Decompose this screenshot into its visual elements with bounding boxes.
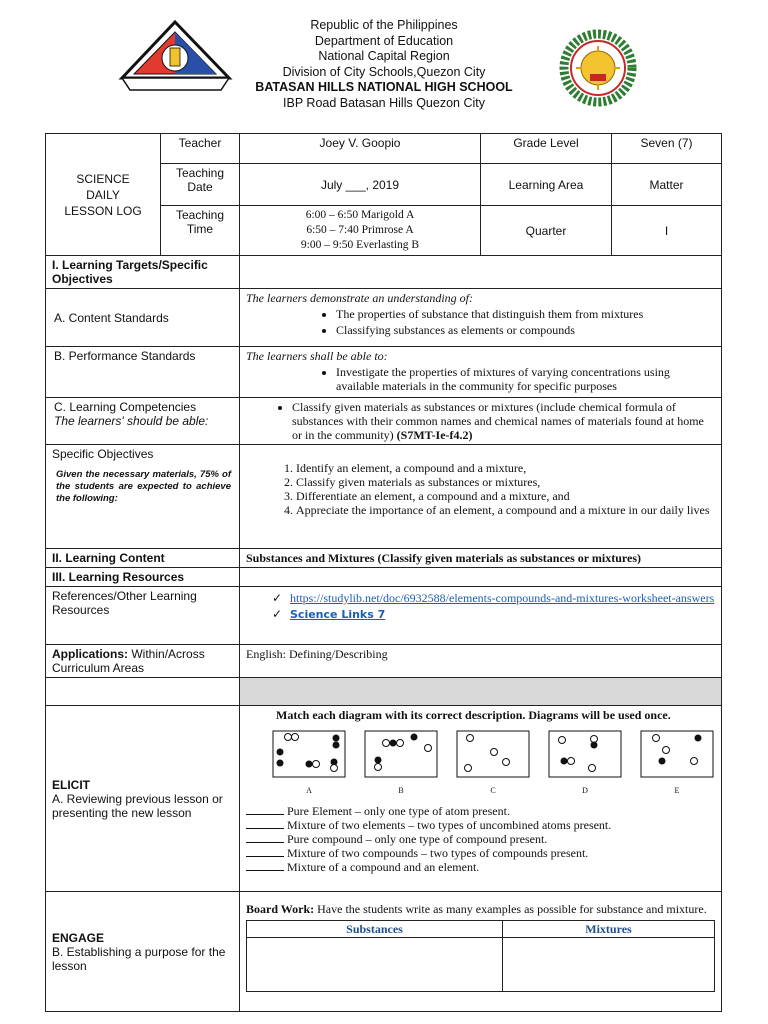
applications-label-rest: Within/Across Curriculum Areas: [52, 647, 205, 675]
specific-objectives-cell: [46, 445, 240, 549]
list-item: 4. Appreciate the importance of an element, a compound and a mixture in our daily lives: [296, 503, 715, 517]
grade-level-label: Grade Level: [481, 134, 612, 164]
time-slot: 9:00 – 9:50 Everlasting B: [300, 239, 420, 251]
time-slot: 6:50 – 7:40 Primrose A: [306, 224, 414, 236]
board-work-label: Board Work:: [246, 902, 315, 916]
diagram-label: C: [490, 786, 496, 795]
learning-resources-blank: [240, 568, 722, 587]
studylib-link[interactable]: https://studylib.net/doc/6932588/elements-compounds-and-mixtures-worksheet-answers: [290, 591, 715, 605]
specific-objectives-note: Given the necessary materials, 75% of the students are expected to achieve the following:: [56, 469, 231, 504]
learning-resources-heading: III. Learning Resources: [46, 568, 240, 587]
performance-standards-label: B. Performance Standards: [46, 347, 240, 398]
header-school-name: BATASAN HILLS NATIONAL HIGH SCHOOL: [255, 80, 513, 94]
matching-list: [246, 804, 715, 874]
content-standards-cell: [240, 289, 722, 347]
list-item: 1. Identify an element, a compound and a mixture,: [296, 461, 715, 475]
grade-level-value: Seven (7): [612, 134, 722, 164]
list-item: • The properties of substance that distinguish them from mixtures: [336, 307, 715, 321]
teaching-date-label: Teaching Date: [161, 164, 240, 206]
performance-standards-cell: [240, 347, 722, 398]
specific-objectives-list: [240, 445, 722, 549]
applications-label-bold: Applications:: [52, 647, 129, 661]
spacer-grey: [240, 678, 722, 706]
learning-targets-blank: [240, 256, 722, 289]
board-work-text: [246, 902, 715, 916]
substances-answer-cell[interactable]: [247, 938, 503, 992]
header-republic: Republic of the Philippines: [310, 18, 458, 32]
engage-desc: B. Establishing a purpose for the lesson: [52, 944, 226, 973]
learning-area-label: Learning Area: [481, 164, 612, 206]
diagram-label: A: [306, 786, 312, 795]
answer-blank[interactable]: [246, 842, 284, 843]
content-standards-intro: The learners demonstrate an understanding of:: [246, 291, 473, 305]
elicit-instruction: Match each diagram with its correct description. Diagrams will be used once.: [276, 708, 671, 722]
list-item: 3. Differentiate an element, a compound and a mixture, and: [296, 489, 715, 503]
teacher-label: Teacher: [161, 134, 240, 164]
matching-item: [246, 860, 715, 874]
diagram-d: [548, 730, 622, 798]
specific-objectives-label: Specific Objectives: [52, 447, 154, 461]
competency-text: Classify given materials as substances or mixtures (include chemical formula of substances with their common names and chemical names of materials found at home or in the community): [292, 400, 704, 442]
learning-content-heading: II. Learning Content: [46, 549, 240, 568]
teacher-value: Joey V. Goopio: [240, 134, 481, 164]
board-work-instruction: Have the students write as many examples as possible for substance and mixture.: [314, 902, 707, 916]
learning-competencies-sub: The learners' should be able:: [54, 414, 209, 428]
lesson-log-table: [45, 133, 722, 1012]
list-item: • Classifying substances as elements or compounds: [336, 323, 715, 337]
elicit-desc: A. Reviewing previous lesson or presenting the new lesson: [52, 791, 223, 820]
teaching-date-value: July ___, 2019: [240, 164, 481, 206]
matching-item-text: Mixture of two elements – two types of uncombined atoms present.: [287, 818, 612, 832]
mixtures-header: Mixtures: [502, 921, 714, 938]
list-item: 2. Classify given materials as substances or mixtures,: [296, 475, 715, 489]
learning-competencies-label: C. Learning Competencies: [54, 400, 197, 414]
content-standards-label: A. Content Standards: [46, 289, 240, 347]
answer-blank[interactable]: [246, 856, 284, 857]
engage-cell: [46, 892, 240, 1012]
answer-blank[interactable]: [246, 828, 284, 829]
matching-item: [246, 846, 715, 860]
applications-value: English: Defining/Describing: [240, 645, 722, 678]
letterhead: [0, 18, 768, 111]
matching-item-text: Pure compound – only one type of compound present.: [287, 832, 548, 846]
answer-blank[interactable]: [246, 814, 284, 815]
diagram-row: [272, 730, 715, 798]
elicit-activity: [240, 706, 722, 892]
matching-item-text: Pure Element – only one type of atom present.: [287, 804, 510, 818]
teaching-time-value: [240, 206, 481, 256]
examples-table: [246, 920, 715, 992]
science-links-link[interactable]: Science Links 7: [290, 608, 386, 621]
mixtures-answer-cell[interactable]: [502, 938, 714, 992]
learning-competencies-cell: [46, 398, 240, 445]
header-region: National Capital Region: [318, 49, 450, 63]
teaching-time-label: Teaching Time: [161, 206, 240, 256]
engage-title: ENGAGE: [52, 930, 105, 945]
time-slot: 6:00 – 6:50 Marigold A: [305, 209, 415, 221]
performance-standards-intro: The learners shall be able to:: [246, 349, 388, 363]
quezon-city-seal-logo: [118, 20, 233, 100]
learning-content-value: Substances and Mixtures (Classify given materials as substances or mixtures): [240, 549, 722, 568]
elicit-cell: [46, 706, 240, 892]
diagram-e: [640, 730, 714, 798]
header-division: Division of City Schools,Quezon City: [282, 64, 486, 79]
quarter-label: Quarter: [481, 206, 612, 256]
header-address: IBP Road Batasan Hills Quezon City: [283, 95, 485, 110]
diagram-label: E: [674, 786, 680, 795]
learning-area-value: Matter: [612, 164, 722, 206]
engage-activity: [240, 892, 722, 1012]
matching-item-text: Mixture of two compounds – two types of compounds present.: [287, 846, 589, 860]
diagram-c: [456, 730, 530, 798]
log-title: SCIENCE DAILY LESSON LOG: [46, 134, 161, 256]
learning-targets-heading: I. Learning Targets/Specific Objectives: [46, 256, 240, 289]
diagram-label: D: [582, 786, 588, 795]
references-label: References/Other Learning Resources: [46, 587, 240, 645]
competency-code: (S7MT-Ie-f4.2): [396, 428, 473, 442]
header-department: Department of Education: [314, 33, 454, 48]
list-item: • Investigate the properties of mixtures of varying concentrations using available materials in the community for specific purposes: [336, 365, 715, 393]
spacer-left: [46, 678, 240, 706]
matching-item-text: Mixture of a compound and an element.: [287, 860, 480, 874]
elicit-title: ELICIT: [52, 777, 90, 792]
diagram-label: B: [398, 786, 404, 795]
matching-item: [246, 832, 715, 846]
applications-label: [46, 645, 240, 678]
diagram-a: [272, 730, 346, 798]
answer-blank[interactable]: [246, 870, 284, 871]
substances-header: Substances: [247, 921, 503, 938]
matching-item: [246, 818, 715, 832]
quarter-value: I: [612, 206, 722, 256]
diagram-b: [364, 730, 438, 798]
references-cell: [240, 587, 722, 645]
school-seal-logo: [556, 26, 640, 110]
matching-item: [246, 804, 715, 818]
learning-competencies-value: [240, 398, 722, 445]
